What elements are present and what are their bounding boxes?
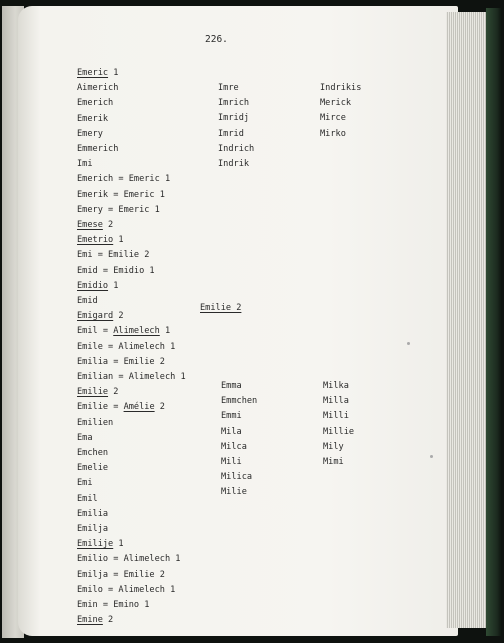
list-item: Milli bbox=[323, 411, 349, 422]
list-item: Emine 2 bbox=[77, 615, 114, 626]
list-item: Emilie = Amélie 2 bbox=[77, 402, 165, 413]
list-item: Imridj bbox=[218, 113, 250, 124]
list-item: Emeric 1 bbox=[77, 68, 119, 78]
list-item: Emin = Emino 1 bbox=[77, 600, 150, 610]
list-item: Emma bbox=[221, 381, 242, 391]
list-item: Emidio 1 bbox=[77, 280, 119, 291]
list-item: Mirce bbox=[320, 113, 346, 124]
list-item: Emelie bbox=[77, 463, 109, 474]
list-item: Emmchen bbox=[221, 396, 258, 407]
list-item: Mila bbox=[221, 426, 242, 437]
list-item: Emerik bbox=[77, 113, 109, 124]
list-item: Emilie 2 bbox=[77, 387, 119, 398]
list-item: Mirko bbox=[320, 128, 346, 139]
list-item: Emerik = Emeric 1 bbox=[77, 189, 165, 200]
list-item: Indrich bbox=[218, 143, 255, 154]
list-item: Emil = Alimelech 1 bbox=[77, 326, 171, 337]
list-item: Imre bbox=[218, 83, 239, 93]
list-item: Emid = Emidio 1 bbox=[77, 265, 155, 276]
list-item: Milka bbox=[323, 381, 349, 391]
paper-speck bbox=[407, 342, 410, 345]
list-item: Emil bbox=[77, 493, 98, 504]
list-item: Millie bbox=[323, 426, 355, 437]
list-item: Emilja bbox=[77, 524, 109, 534]
list-item: Emid bbox=[77, 296, 98, 306]
list-item: Indrik bbox=[218, 159, 250, 169]
list-item: Emery bbox=[77, 128, 103, 139]
emilie-side-entry: Emilie 2 bbox=[200, 303, 242, 313]
list-item: Emese 2 bbox=[77, 220, 114, 230]
page-stack-edge bbox=[446, 12, 488, 628]
list-item: Merick bbox=[320, 98, 352, 109]
list-item: Emigard 2 bbox=[77, 311, 124, 322]
list-item: Emilja = Emilie 2 bbox=[77, 569, 165, 580]
list-item: Milca bbox=[221, 441, 247, 452]
list-item: Imi bbox=[77, 159, 93, 170]
list-item: Emetrio 1 bbox=[77, 235, 124, 246]
list-item: Milica bbox=[221, 472, 253, 483]
page-number: 226. bbox=[205, 34, 228, 45]
list-item: Emchen bbox=[77, 448, 109, 458]
list-item: Milla bbox=[323, 396, 349, 407]
list-item: Emerich bbox=[77, 98, 114, 109]
list-item: Emilo = Alimelech 1 bbox=[77, 584, 176, 595]
list-item: Emilio = Alimelech 1 bbox=[77, 554, 181, 565]
list-item: Imrich bbox=[218, 98, 250, 109]
list-item: Emilian = Alimelech 1 bbox=[77, 372, 186, 382]
list-item: Emi bbox=[77, 478, 93, 489]
list-item: Emile = Alimelech 1 bbox=[77, 341, 176, 352]
list-item: Aimerich bbox=[77, 83, 119, 94]
list-item: Emilia bbox=[77, 508, 109, 519]
list-item: Emerich = Emeric 1 bbox=[77, 174, 171, 185]
list-item: Emi = Emilie 2 bbox=[77, 250, 150, 261]
list-item: Emery = Emeric 1 bbox=[77, 204, 160, 215]
paper-speck bbox=[430, 455, 433, 458]
list-item: Ema bbox=[77, 432, 93, 443]
list-item: Mili bbox=[221, 457, 242, 467]
list-item: Emilia = Emilie 2 bbox=[77, 356, 165, 367]
list-item: Mily bbox=[323, 441, 344, 452]
list-item: Indrikis bbox=[320, 83, 362, 93]
list-item: Emilien bbox=[77, 417, 114, 428]
list-item: Emmerich bbox=[77, 144, 119, 154]
book-cover-spine bbox=[486, 8, 502, 636]
list-item: Emmi bbox=[221, 411, 242, 422]
list-item: Milie bbox=[221, 487, 247, 498]
list-item: Emilije 1 bbox=[77, 539, 124, 550]
list-item: Imrid bbox=[218, 128, 244, 139]
list-item: Mimi bbox=[323, 457, 344, 467]
